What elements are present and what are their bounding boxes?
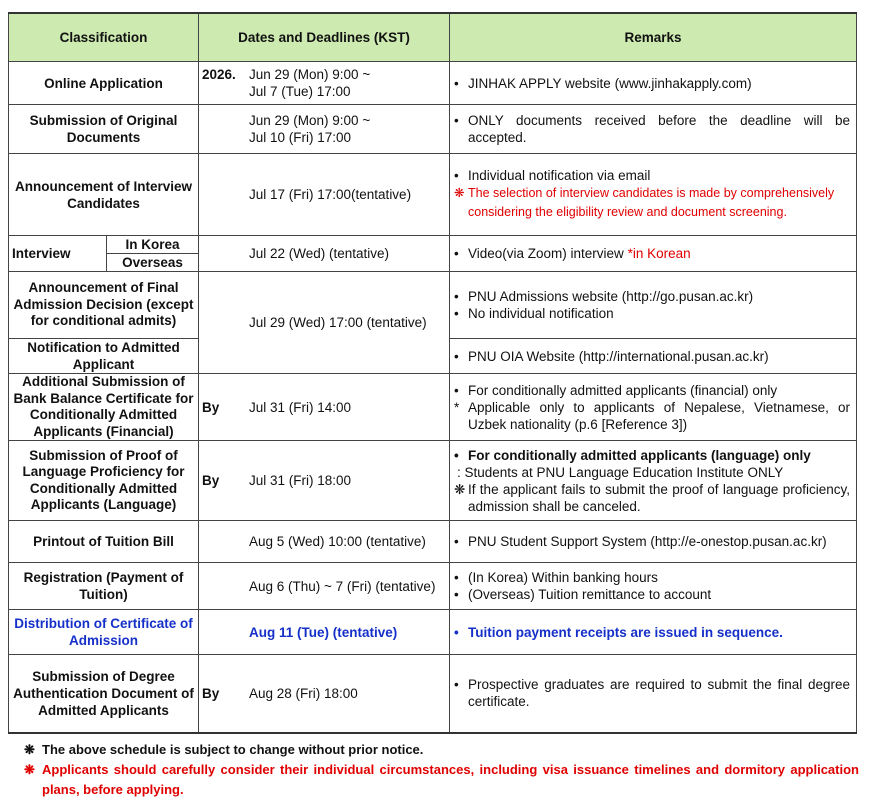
remark-text: No individual notification xyxy=(468,306,614,321)
date-line: Aug 6 (Thu) ~ 7 (Fri) (tentative) xyxy=(249,578,436,594)
table-header-row xyxy=(9,13,857,62)
row-label: Notification to Admitted Applicant xyxy=(9,339,199,374)
note-icon: ❋ xyxy=(24,742,35,757)
table-row xyxy=(9,236,857,254)
remark-cell xyxy=(450,236,857,272)
by-label: By xyxy=(202,399,220,415)
footnote xyxy=(24,740,859,760)
date-line: Jun 29 (Mon) 9:00 ~ xyxy=(249,113,371,128)
table-row xyxy=(9,62,857,105)
interview-sub-korea: In Korea xyxy=(107,236,199,254)
bullet-icon: • xyxy=(454,113,459,128)
remark-cell xyxy=(450,521,857,563)
remark-cell xyxy=(450,105,857,154)
remark-cell xyxy=(450,374,857,441)
date-line: Aug 5 (Wed) 10:00 (tentative) xyxy=(249,534,426,549)
header-dates: Dates and Deadlines (KST) xyxy=(199,13,450,62)
date-cell xyxy=(199,655,450,733)
by-label: By xyxy=(202,473,220,488)
date-cell xyxy=(199,374,450,441)
year-label: 2026. xyxy=(202,67,236,82)
remark-cell xyxy=(450,62,857,105)
interview-sub-overseas: Overseas xyxy=(107,254,199,272)
remark-text: For conditionally admitted applicants (language) only xyxy=(468,447,811,463)
table-row xyxy=(9,441,857,521)
note-icon: ❋ xyxy=(454,481,466,497)
footnote-text: The above schedule is subject to change without prior notice. xyxy=(42,742,424,757)
date-line: Jul 10 (Fri) 17:00 xyxy=(249,130,352,145)
date-cell xyxy=(199,441,450,521)
remark-cell xyxy=(450,655,857,733)
bullet-icon: • xyxy=(454,246,459,261)
remark-text: If the applicant fails to submit the proof of language proficiency, admission shall be canceled. xyxy=(468,481,850,514)
remark-text: For conditionally admitted applicants (financial) only xyxy=(468,382,778,398)
row-label: Printout of Tuition Bill xyxy=(9,521,199,563)
remark-cell xyxy=(450,272,857,339)
date-line: Jul 31 (Fri) 18:00 xyxy=(249,473,352,488)
remark-text: PNU Admissions website (http://go.pusan.ac.kr) xyxy=(468,289,754,304)
row-label: Submission of Proof of Language Proficiency for Conditionally Admitted Applicants (Language) xyxy=(9,441,199,521)
row-label: Additional Submission of Bank Balance Certificate for Conditionally Admitted Applicants (Financial) xyxy=(9,374,199,441)
row-label: Registration (Payment of Tuition) xyxy=(9,563,199,610)
row-label: Submission of Original Documents xyxy=(9,105,199,154)
bullet-icon: • xyxy=(454,677,459,693)
remark-text: PNU OIA Website (http://international.pusan.ac.kr) xyxy=(468,348,769,364)
footnotes xyxy=(24,740,859,800)
remark-cell xyxy=(450,154,857,236)
remark-cell xyxy=(450,610,857,655)
bullet-icon: • xyxy=(454,289,459,304)
row-label: Announcement of Interview Candidates xyxy=(9,154,199,236)
row-label: Online Application xyxy=(9,62,199,105)
remark-cell xyxy=(450,339,857,374)
table-row xyxy=(9,272,857,339)
table-row xyxy=(9,154,857,236)
date-cell xyxy=(199,521,450,563)
remark-text: Applicable only to applicants of Nepalese, Vietnamese, or Uzbek nationality (p.6 [Reference 3]) xyxy=(468,399,850,432)
remark-text: PNU Student Support System (http://e-onestop.pusan.ac.kr) xyxy=(468,534,827,549)
bullet-icon: • xyxy=(454,624,459,640)
remark-text: ONLY documents received before the deadline will be accepted. xyxy=(468,113,850,145)
date-line: Aug 28 (Fri) 18:00 xyxy=(249,685,358,701)
date-line: Jun 29 (Mon) 9:00 ~ xyxy=(249,67,371,82)
date-cell xyxy=(199,105,450,154)
remark-text: Tuition payment receipts are issued in sequence. xyxy=(468,624,783,640)
bullet-icon: • xyxy=(454,587,459,602)
remark-text: Prospective graduates are required to submit the final degree certificate. xyxy=(468,677,850,710)
table-row xyxy=(9,374,857,441)
star-icon: * xyxy=(454,399,460,415)
by-label: By xyxy=(202,685,220,701)
remark-cell xyxy=(450,563,857,610)
remark-cell xyxy=(450,441,857,521)
row-label: Interview xyxy=(9,236,107,272)
date-cell xyxy=(199,272,450,374)
date-cell xyxy=(199,610,450,655)
bullet-icon: • xyxy=(454,75,459,91)
header-classification: Classification xyxy=(9,13,199,62)
remark-text: : Students at PNU Language Education Institute ONLY xyxy=(457,464,784,480)
footnote-text: Applicants should carefully consider their individual circumstances, including visa issuance timelines and dormitory application plans, before applying. xyxy=(42,762,859,797)
date-cell xyxy=(199,62,450,105)
row-label: Announcement of Final Admission Decision (except for conditional admits) xyxy=(9,272,199,339)
remark-text: Individual notification via email xyxy=(468,168,651,183)
table-row xyxy=(9,655,857,733)
date-line: Jul 29 (Wed) 17:00 (tentative) xyxy=(249,315,427,330)
remark-text: JINHAK APPLY website (www.jinhakapply.com) xyxy=(468,75,752,91)
date-line: Jul 31 (Fri) 14:00 xyxy=(249,399,352,415)
table-row xyxy=(9,105,857,154)
bullet-icon: • xyxy=(454,534,459,549)
note-icon: ❋ xyxy=(24,762,35,777)
bullet-icon: • xyxy=(454,348,459,364)
date-line: Aug 11 (Tue) (tentative) xyxy=(249,624,398,640)
bullet-icon: • xyxy=(454,168,459,183)
remark-text: (In Korea) Within banking hours xyxy=(468,570,658,585)
header-remarks: Remarks xyxy=(450,13,857,62)
row-label: Distribution of Certificate of Admission xyxy=(9,610,199,655)
date-cell xyxy=(199,236,450,272)
date-line: Jul 17 (Fri) 17:00(tentative) xyxy=(249,187,412,202)
remark-text: Video(via Zoom) interview xyxy=(468,246,624,261)
admission-schedule-table xyxy=(8,12,857,734)
table-row xyxy=(9,563,857,610)
remark-red-text: *in Korean xyxy=(627,246,691,261)
bullet-icon: • xyxy=(454,447,459,463)
date-cell xyxy=(199,154,450,236)
note-icon: ❋ xyxy=(454,186,465,200)
date-line: Jul 7 (Tue) 17:00 xyxy=(249,84,351,99)
bullet-icon: • xyxy=(454,382,459,398)
footnote xyxy=(24,760,859,800)
bullet-icon: • xyxy=(454,306,459,321)
date-line: Jul 22 (Wed) (tentative) xyxy=(249,246,390,261)
row-label: Submission of Degree Authentication Document of Admitted Applicants xyxy=(9,655,199,733)
remark-text: The selection of interview candidates is made by comprehensively considering the eligibility review and document screening. xyxy=(468,186,835,219)
date-cell xyxy=(199,563,450,610)
table-row xyxy=(9,521,857,563)
remark-text: (Overseas) Tuition remittance to account xyxy=(468,587,712,602)
table-row xyxy=(9,610,857,655)
bullet-icon: • xyxy=(454,570,459,585)
